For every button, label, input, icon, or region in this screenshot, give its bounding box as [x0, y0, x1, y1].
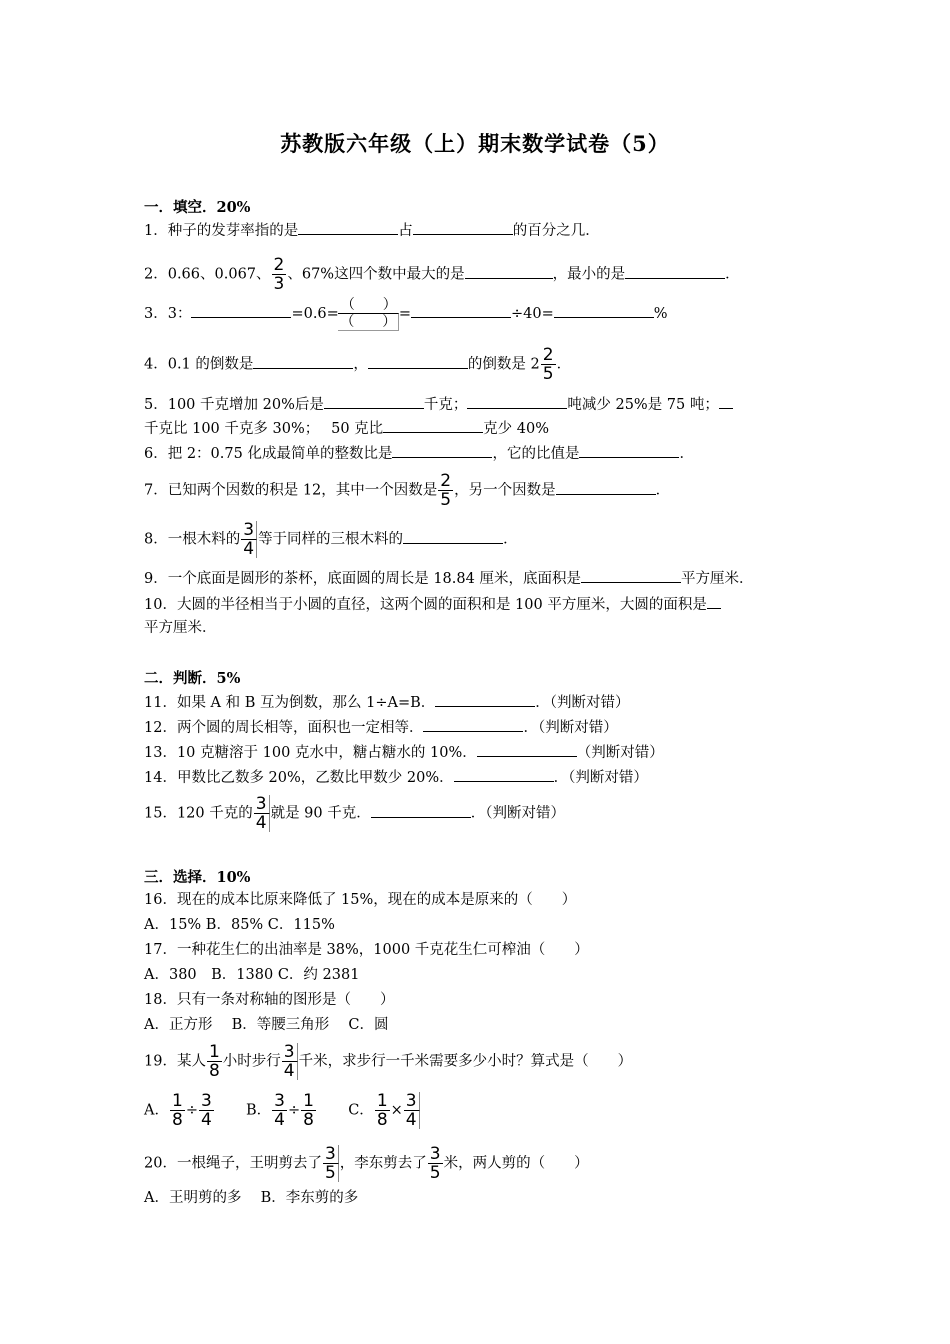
- question-15: [144, 795, 565, 832]
- option-b-label: B．: [246, 1102, 272, 1119]
- answer-blank[interactable]: [554, 303, 654, 318]
- q3-text: =: [398, 306, 411, 322]
- question-11: [144, 692, 630, 712]
- fraction: $\frac{3}{4}$: [404, 1092, 420, 1129]
- question-20: [144, 1145, 589, 1182]
- answer-blank[interactable]: [411, 303, 511, 318]
- answer-blank[interactable]: [368, 354, 468, 369]
- q10-text: 平方厘米．: [144, 620, 217, 636]
- question-18-options[interactable]: A．正方形 B．等腰三角形 C．圆: [144, 1017, 389, 1033]
- question-4: [144, 346, 571, 383]
- q3-text: ÷40=: [510, 306, 554, 322]
- question-17: 17．一种花生仁的出油率是 38%，1000 千克花生仁可榨油（ ）: [144, 942, 589, 958]
- q15-text: 就是 90 千克．: [270, 805, 371, 822]
- fraction: $\frac{1}{8}$: [376, 1091, 388, 1130]
- answer-blank[interactable]: [556, 480, 656, 495]
- question-1: [144, 220, 600, 240]
- multiply-sign: ×: [390, 1102, 403, 1119]
- question-20-options[interactable]: A．王明剪的多 B．李东剪的多: [144, 1190, 359, 1206]
- fraction: $\frac{3}{4}$: [254, 795, 270, 832]
- answer-blank[interactable]: [465, 264, 553, 279]
- q5-text: 克少 40%: [483, 421, 549, 437]
- q5-text: 吨减少 25%是 75 吨；: [567, 397, 719, 413]
- question-17-options[interactable]: A．380 B．1380 C．约 2381: [144, 967, 360, 983]
- q7-text: ．: [655, 482, 671, 499]
- question-14: [144, 767, 648, 787]
- answer-blank[interactable]: [454, 767, 554, 782]
- fraction: $\frac{3}{4}$: [282, 1043, 298, 1080]
- q7-text: 7．已知两个因数的积是 12，其中一个因数是: [144, 482, 438, 499]
- fraction: $\frac{2}{3}$: [273, 255, 285, 294]
- answer-blank[interactable]: [392, 443, 492, 458]
- q8-text: ．: [503, 531, 518, 548]
- q19-text: 千米，求步行一千米需要多少小时？算式是（ ）: [298, 1053, 633, 1070]
- q2-text: 、67%这四个数中最大的是: [287, 266, 465, 283]
- q15-text: ．（判断对错）: [470, 805, 565, 822]
- answer-blank[interactable]: [191, 303, 291, 318]
- q6-text: ．: [679, 446, 694, 462]
- q14-text: ．（判断对错）: [553, 770, 648, 786]
- q20-text: ，李东剪去了: [339, 1155, 427, 1172]
- option-c-label: C．: [348, 1102, 374, 1119]
- fraction: $\frac{1}{8}$: [303, 1091, 314, 1130]
- q6-text: ，它的比值是: [492, 446, 580, 462]
- q11-text: 11．如果 A 和 B 互为倒数，那么 1÷A=B．: [144, 695, 436, 711]
- question-19-options[interactable]: [144, 1092, 421, 1129]
- divide-sign: ÷: [185, 1102, 198, 1119]
- section-fill-heading: 一．填空．20%: [144, 199, 251, 216]
- answer-blank[interactable]: [413, 220, 513, 235]
- answer-blank[interactable]: [403, 529, 503, 544]
- q12-text: ．（判断对错）: [523, 720, 618, 736]
- question-19: [144, 1043, 632, 1080]
- fraction: $\frac{3}{4}$: [241, 521, 257, 558]
- q3-text: 3．3：: [144, 306, 192, 322]
- q12-text: 12．两个圆的周长相等，面积也一定相等．: [144, 720, 424, 736]
- q4-text: 的倒数是 2: [467, 356, 540, 373]
- answer-blank[interactable]: [383, 418, 483, 433]
- q5-text: 千克；: [423, 397, 468, 413]
- section-judge-heading: 二．判断．5%: [144, 670, 241, 687]
- question-9: [144, 568, 753, 588]
- q9-text: 9．一个底面是圆形的茶杯，底面圆的周长是 18.84 厘米，底面积是: [144, 571, 581, 587]
- q1-text: 占: [398, 223, 413, 239]
- answer-blank[interactable]: [423, 717, 523, 732]
- q8-text: 等于同样的三根木料的: [258, 531, 404, 548]
- fraction: $\frac{3}{5}$: [429, 1144, 441, 1183]
- answer-blank[interactable]: [298, 220, 398, 235]
- q13-text: 13．10 克糖溶于 100 克水中，糖占糖水的 10%．: [144, 745, 477, 761]
- answer-blank[interactable]: [435, 692, 535, 707]
- fraction: $\frac{3}{4}$: [274, 1091, 285, 1130]
- question-8: [144, 521, 518, 558]
- q3-text: =0.6=: [291, 306, 339, 322]
- answer-blank[interactable]: [625, 264, 725, 279]
- fraction: $\frac{2}{5}$: [542, 345, 554, 384]
- q15-text: 15．120 千克的: [144, 805, 253, 822]
- question-16: 16．现在的成本比原来降低了 15%，现在的成本是原来的（ ）: [144, 892, 577, 908]
- q7-text: ，另一个因数是: [454, 482, 556, 499]
- question-2: [144, 256, 740, 293]
- q13-text: （判断对错）: [576, 745, 664, 761]
- question-13: [144, 742, 664, 762]
- answer-blank[interactable]: [371, 803, 471, 818]
- question-12: [144, 717, 618, 737]
- q5-text: 5．100 千克增加 20%后是: [144, 397, 324, 413]
- question-5-cont: [144, 418, 549, 438]
- question-16-options[interactable]: A．15% B．85% C．115%: [144, 917, 335, 933]
- q5-text: 千克比 100 千克多 30%； 50 克比: [144, 421, 384, 437]
- answer-blank[interactable]: [719, 394, 733, 409]
- q1-text: 的百分之几．: [512, 223, 600, 239]
- q19-text: 小时步行: [222, 1053, 281, 1070]
- page-title: 苏教版六年级（上）期末数学试卷（5）: [280, 131, 670, 156]
- q6-text: 6．把 2：0.75 化成最简单的整数比是: [144, 446, 393, 462]
- q2-text: ．: [725, 266, 740, 283]
- q19-text: 19．某人: [144, 1053, 206, 1070]
- option-a-label: A．: [144, 1102, 169, 1119]
- question-3: [144, 297, 668, 331]
- q10-text: 10．大圆的半径相当于小圆的直径，这两个圆的面积和是 100 平方厘米，大圆的面积是: [144, 597, 707, 613]
- fraction: $\frac{1}{8}$: [208, 1042, 220, 1081]
- q20-text: 米，两人剪的（ ）: [443, 1155, 589, 1172]
- question-10: [144, 594, 721, 614]
- question-10-cont: [144, 619, 217, 637]
- q3-text: %: [653, 306, 668, 322]
- q2-text: 2．0.66、0.067、: [144, 266, 271, 283]
- q20-text: 20．一根绳子，王明剪去了: [144, 1155, 322, 1172]
- q9-text: 平方厘米．: [680, 571, 754, 587]
- paren-fraction[interactable]: （ ） （ ）: [339, 297, 399, 331]
- answer-blank[interactable]: [579, 443, 679, 458]
- q4-text: 4．0.1 的倒数是: [144, 356, 254, 373]
- question-6: [144, 443, 694, 463]
- q11-text: ．（判断对错）: [535, 695, 630, 711]
- fraction: $\frac{3}{4}$: [200, 1091, 212, 1130]
- fraction: $\frac{2}{5}$: [440, 471, 452, 510]
- divide-sign: ÷: [288, 1102, 301, 1119]
- fraction: $\frac{1}{8}$: [171, 1091, 183, 1130]
- question-18: 18．只有一条对称轴的图形是（ ）: [144, 992, 395, 1008]
- fraction: $\frac{3}{5}$: [323, 1145, 339, 1182]
- q2-text: ，最小的是: [552, 266, 626, 283]
- question-7: [144, 472, 670, 509]
- answer-blank[interactable]: [467, 394, 567, 409]
- answer-blank[interactable]: [707, 594, 721, 609]
- answer-blank[interactable]: [581, 568, 681, 583]
- answer-blank[interactable]: [253, 354, 353, 369]
- q14-text: 14．甲数比乙数多 20%，乙数比甲数少 20%．: [144, 770, 454, 786]
- q8-text: 8．一根木料的: [144, 531, 241, 548]
- q4-text: ，: [353, 356, 368, 373]
- q1-text: 1．种子的发芽率指的是: [144, 223, 299, 239]
- q4-text: ．: [556, 356, 572, 373]
- answer-blank[interactable]: [324, 394, 424, 409]
- question-5: [144, 394, 733, 414]
- section-choose-heading: 三．选择．10%: [144, 869, 251, 886]
- answer-blank[interactable]: [477, 742, 577, 757]
